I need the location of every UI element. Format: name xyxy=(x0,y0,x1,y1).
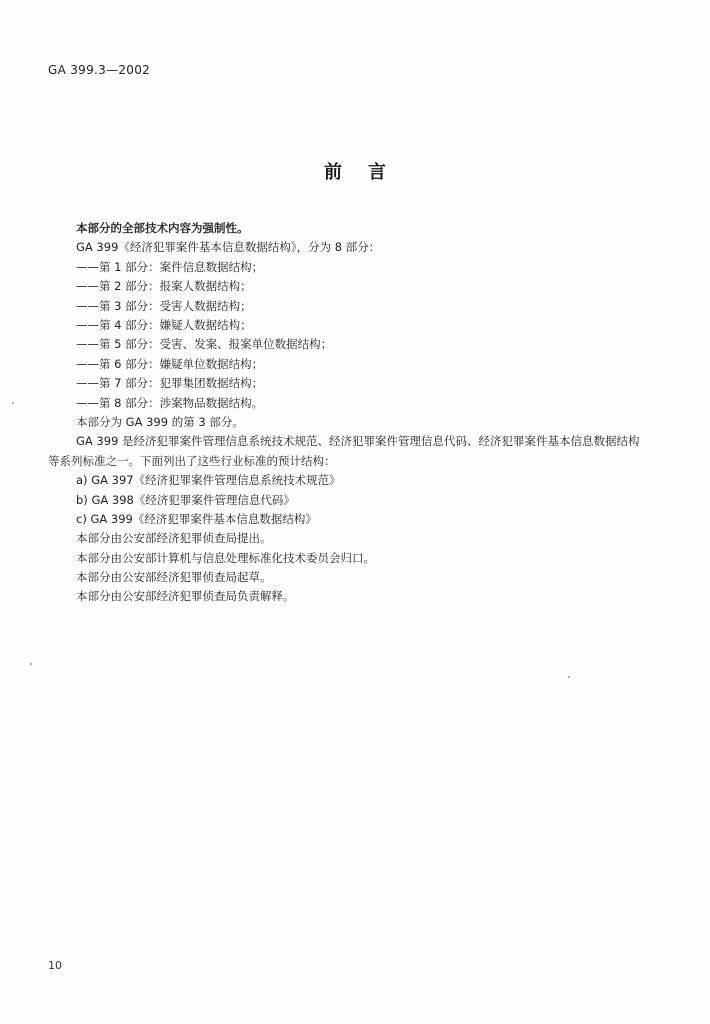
document-code: GA 399.3—2002 xyxy=(48,63,151,77)
part-list-item: ——第 7 部分：犯罪集团数据结构； xyxy=(76,376,264,391)
part-list-item: ——第 1 部分：案件信息数据结构； xyxy=(76,259,264,274)
paragraph-drafted-by: 本部分由公安部经济犯罪侦查局起草。 xyxy=(76,570,272,585)
scan-speck xyxy=(12,402,14,404)
paragraph-mandatory: 本部分的全部技术内容为强制性。 xyxy=(76,221,249,235)
standard-list-item: a) GA 397《经济犯罪案件管理信息系统技术规范》 xyxy=(76,473,341,488)
scan-speck xyxy=(30,663,32,665)
paragraph-parts-intro: GA 399《经济犯罪案件基本信息数据结构》，分为 8 部分： xyxy=(76,240,381,255)
page-title: 前言 xyxy=(324,162,412,183)
paragraph-centralized-by: 本部分由公安部计算机与信息处理标准化技术委员会归口。 xyxy=(76,550,375,565)
standard-list-item: c) GA 399《经济犯罪案件基本信息数据结构》 xyxy=(76,511,317,526)
part-list-item: ——第 2 部分：报案人数据结构； xyxy=(76,279,252,294)
standard-list-item: b) GA 398《经济犯罪案件管理信息代码》 xyxy=(76,492,295,507)
part-list-item: ——第 8 部分：涉案物品数据结构。 xyxy=(76,395,264,410)
page-number: 10 xyxy=(48,959,62,972)
foreword-body xyxy=(48,219,648,607)
scan-speck xyxy=(568,676,570,678)
part-list-item: ——第 6 部分：嫌疑单位数据结构； xyxy=(76,356,264,371)
paragraph-this-part: 本部分为 GA 399 的第 3 部分。 xyxy=(76,414,244,429)
part-list-item: ——第 5 部分：受害、发案、报案单位数据结构； xyxy=(76,337,333,352)
part-list-item: ——第 4 部分：嫌疑人数据结构； xyxy=(76,317,252,332)
paragraph-series: GA 399 是经济犯罪案件管理信息系统技术规范、经济犯罪案件管理信息代码、经济犯罪案件基本信息数据结构等系列标准之一。下面列出了这些行业标准的预计结构： xyxy=(48,434,640,468)
paragraph-proposed-by: 本部分由公安部经济犯罪侦查局提出。 xyxy=(76,531,272,546)
paragraph-interpreted-by: 本部分由公安部经济犯罪侦查局负责解释。 xyxy=(76,589,295,604)
part-list-item: ——第 3 部分：受害人数据结构； xyxy=(76,298,252,313)
